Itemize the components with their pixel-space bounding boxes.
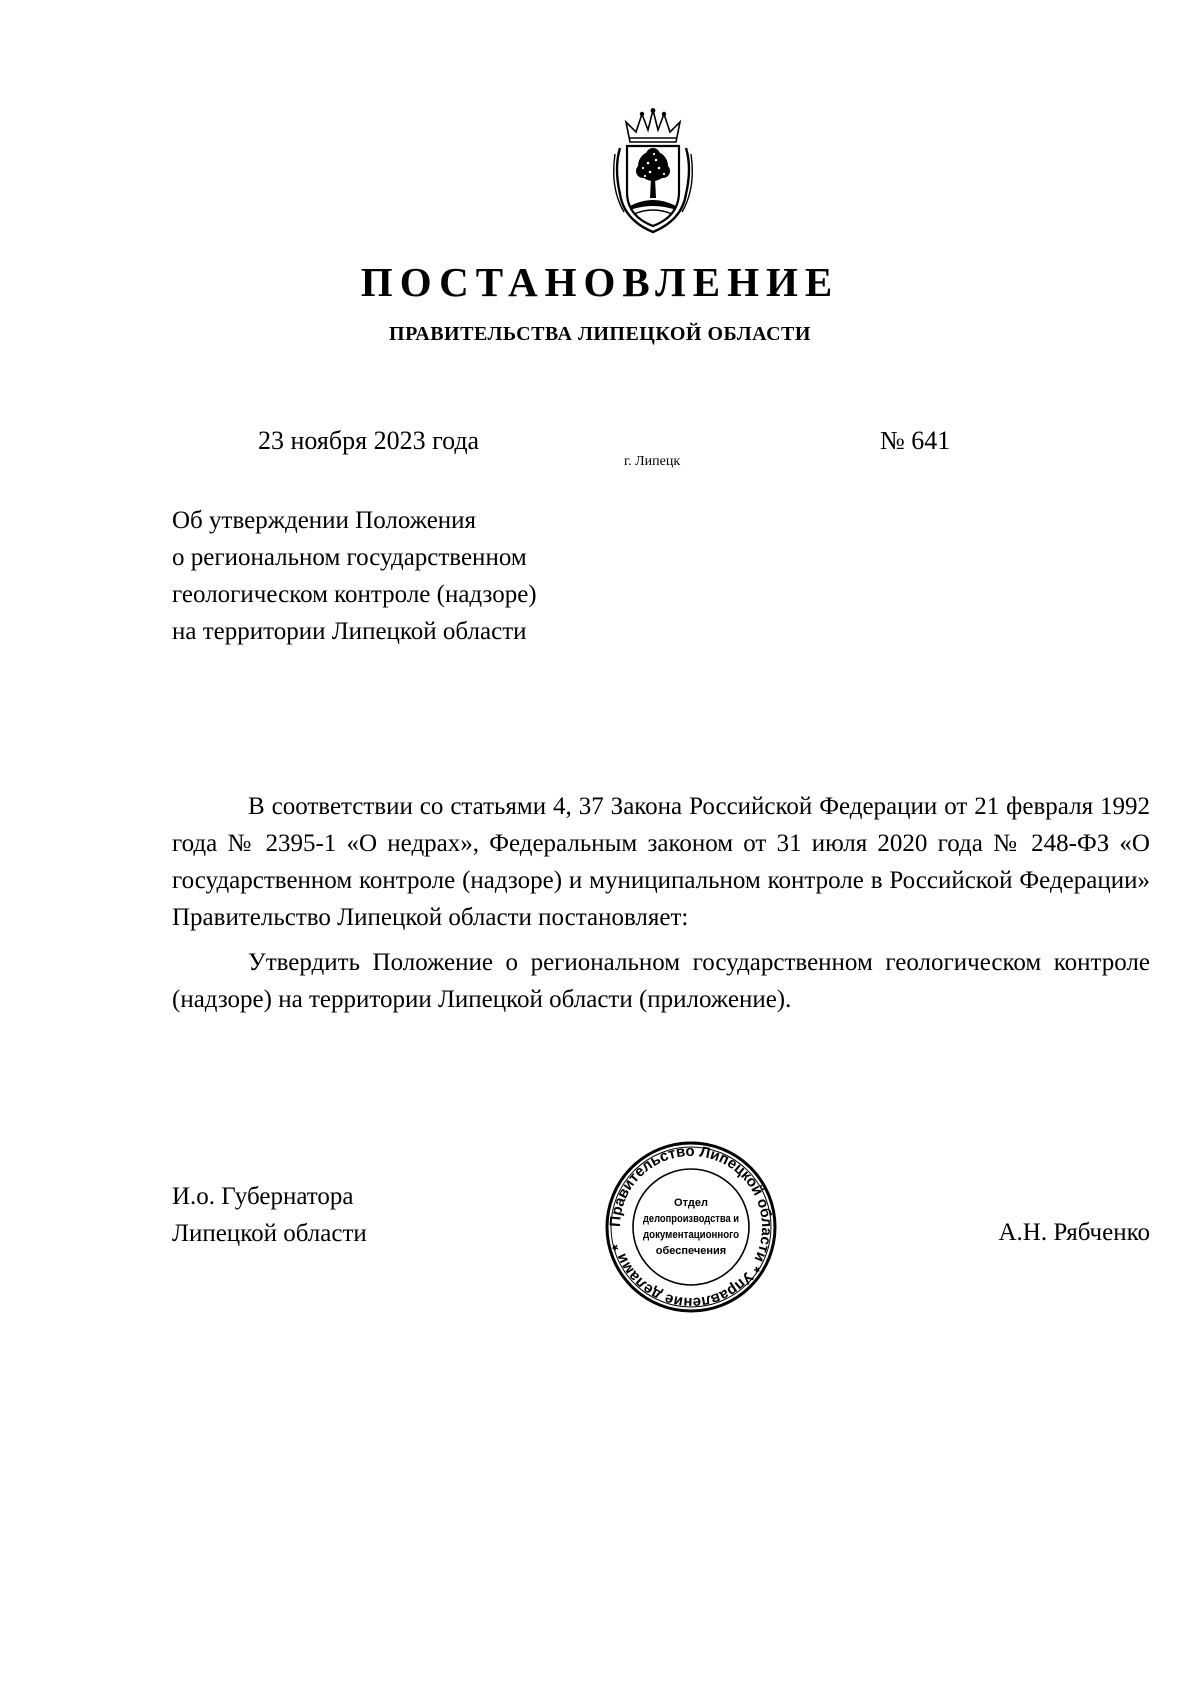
svg-text:Правительство Липецкой области: [607, 1143, 775, 1311]
document-type-title: ПОСТАНОВЛЕНИЕ: [360, 259, 840, 305]
issuing-authority: ПРАВИТЕЛЬСТВА ЛИПЕЦКОЙ ОБЛАСТИ: [389, 323, 811, 345]
document-city: г. Липецк: [624, 454, 681, 469]
document-subject: [172, 502, 652, 650]
stamp-center-line: обеспечения: [655, 1245, 727, 1257]
subject-line: Об утверждении Положения: [172, 507, 477, 534]
coat-of-arms-icon: [612, 108, 694, 236]
stamp-center-line: Отдел: [674, 1197, 708, 1209]
subject-line: о региональном государственном: [172, 544, 527, 571]
stamp-ring-text: Правительство Липецкой области * Управление делами *: [606, 1142, 776, 1312]
stamp-center-line: делопроизводства и: [643, 1213, 739, 1225]
signatory-name: А.Н. Рябченко: [998, 1219, 1150, 1246]
signatory-position-line: И.о. Губернатора: [172, 1183, 354, 1210]
stamp-center-line: документационного: [643, 1229, 740, 1241]
signatory-position: [172, 1178, 367, 1252]
document-date: 23 ноября 2023 года: [258, 426, 480, 455]
subject-line: на территории Липецкой области: [172, 618, 527, 645]
official-stamp: [604, 1140, 778, 1314]
body-paragraph: Утвердить Положение о региональном государственном геологическом контроле (надзоре) на территории Липецкой области (приложение).: [172, 949, 1150, 1013]
signatory-position-line: Липецкой области: [172, 1220, 367, 1247]
body-paragraph: В соответствии со статьями 4, 37 Закона Российской Федерации от 21 февраля 1992 года № 2395-1 «О недрах», Федеральным законом от 31 июля 2020 года № 248-ФЗ «О государственном контроле (надзоре) и муниципальном контроле в Российской Федерации» Правительство Липецкой области постановляет:: [172, 793, 1150, 931]
document-number: № 641: [880, 426, 951, 455]
subject-line: геологическом контроле (надзоре): [172, 581, 537, 608]
document-body: [172, 788, 1150, 1018]
